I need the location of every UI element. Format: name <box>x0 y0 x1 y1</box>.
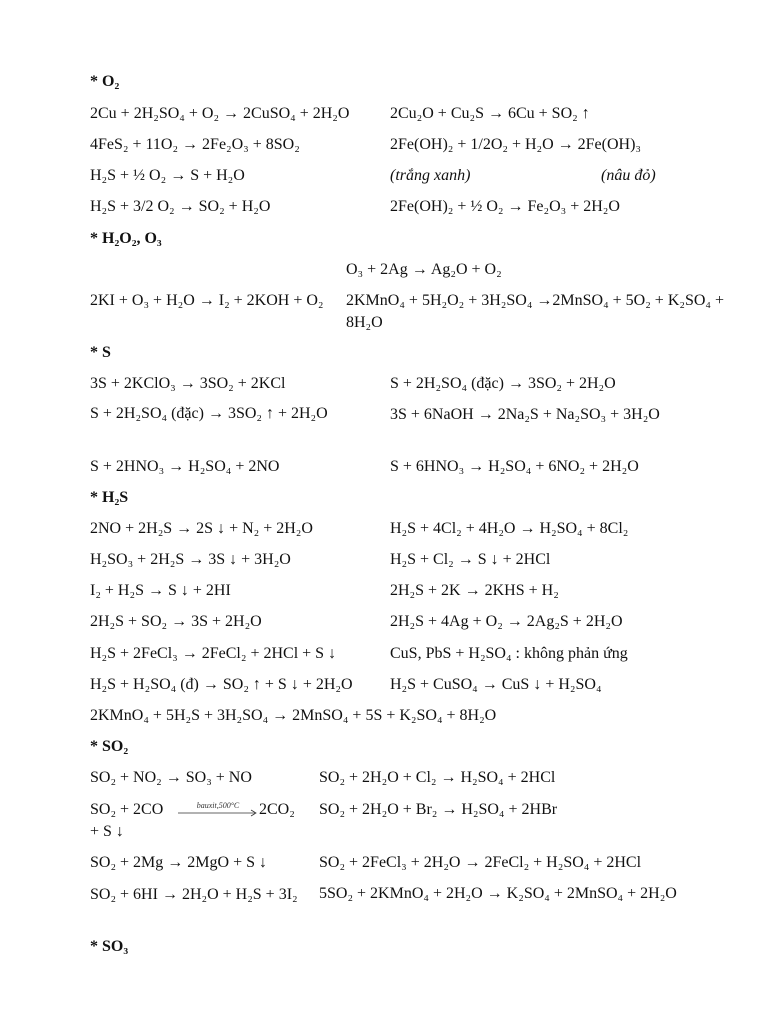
equation: H₂S + 2FeCl₃ → 2FeCl₂ + 2HCl + S ↓ <box>90 645 337 662</box>
equation: 2H₂S + SO₂ → 3S + 2H₂O <box>90 613 262 630</box>
equation: H₂S + Cl₂ → S ↓ + 2HCl <box>390 551 551 568</box>
reaction-arrow-with-condition <box>176 799 260 821</box>
equation-continuation: + S ↓ <box>90 823 124 840</box>
equation: 2KI + O₃ + H₂O → I₂ + 2KOH + O₂ <box>90 292 324 309</box>
equation: 2H₂S + 4Ag + O₂ → 2Ag₂S + 2H₂O <box>390 613 623 630</box>
equation: SO₂ + 2H₂O + Br₂ → H₂SO₄ + 2HBr <box>319 801 558 818</box>
equation: H₂S + ½ O₂ → S + H₂O <box>90 167 245 184</box>
equation: 2KMnO₄ + 5H₂S + 3H₂SO₄ → 2MnSO₄ + 5S + K₂SO₄ + 8H₂O <box>90 707 497 724</box>
equation-reactants: SO₂ + 2CO <box>90 801 164 818</box>
equation: SO₂ + 2Mg → 2MgO + S ↓ <box>90 854 267 871</box>
equation: 5SO₂ + 2KMnO₄ + 2H₂O → K₂SO₄ + 2MnSO₄ + 2H₂O <box>319 885 677 902</box>
color-note-red-brown: (nâu đỏ) <box>601 167 656 184</box>
equation: SO₂ + 2FeCl₃ + 2H₂O → 2FeCl₂ + H₂SO₄ + 2HCl <box>319 854 642 871</box>
equation: I₂ + H₂S → S ↓ + 2HI <box>90 582 231 599</box>
equation: 2KMnO₄ + 5H₂O₂ + 3H₂SO₄ →2MnSO₄ + 5O₂ + K₂SO₄ + 8H₂O <box>346 292 725 331</box>
equation: O₃ + 2Ag → Ag₂O + O₂ <box>346 261 502 278</box>
equation: 2H₂S + 2K → 2KHS + H₂ <box>390 582 559 599</box>
equation: CuS, PbS + H₂SO₄ : không phản ứng <box>390 645 628 662</box>
equation-products: 2CO₂ <box>259 801 295 818</box>
equation: SO₂ + NO₂ → SO₃ + NO <box>90 769 252 786</box>
heading-so3: * SO₃ <box>90 938 129 955</box>
equation: 2Fe(OH)₂ + 1/2O₂ + H₂O → 2Fe(OH)₃ <box>390 136 641 153</box>
equation: 3S + 6NaOH → 2Na₂S + Na₂SO₃ + 3H₂O <box>390 406 660 423</box>
equation: S + 6HNO₃ → H₂SO₄ + 6NO₂ + 2H₂O <box>390 458 639 475</box>
color-note-white-green: (trắng xanh) <box>390 167 471 184</box>
heading-s: * S <box>90 344 111 361</box>
equation: 2Cu₂O + Cu₂S → 6Cu + SO₂ ↑ <box>390 105 590 122</box>
heading-so2: * SO₂ <box>90 738 129 755</box>
equation: 4FeS₂ + 11O₂ → 2Fe₂O₃ + 8SO₂ <box>90 136 300 153</box>
heading-h2o2-o3: * H₂O₂, O₃ <box>90 230 162 247</box>
heading-o2: * O₂ <box>90 73 120 90</box>
equation: SO₂ + 6HI → 2H₂O + H₂S + 3I₂ <box>90 886 298 903</box>
equation: H₂S + H₂SO₄ (đ) → SO₂ ↑ + S ↓ + 2H₂O <box>90 676 353 693</box>
reaction-condition: bauxit,500°C <box>196 801 240 810</box>
equation: S + 2H₂SO₄ (đặc) → 3SO₂ + 2H₂O <box>390 375 616 392</box>
equation: S + 2HNO₃ → H₂SO₄ + 2NO <box>90 458 280 475</box>
equation: S + 2H₂SO₄ (đặc) → 3SO₂ ↑ + 2H₂O <box>90 405 328 422</box>
equation: H₂S + CuSO₄ → CuS ↓ + H₂SO₄ <box>390 676 602 693</box>
equation: 2Cu + 2H₂SO₄ + O₂ → 2CuSO₄ + 2H₂O <box>90 105 350 122</box>
equation: H₂SO₃ + 2H₂S → 3S ↓ + 3H₂O <box>90 551 291 568</box>
equation: 2NO + 2H₂S → 2S ↓ + N₂ + 2H₂O <box>90 520 313 537</box>
equation: 3S + 2KClO₃ → 3SO₂ + 2KCl <box>90 375 286 392</box>
equation: 2Fe(OH)₂ + ½ O₂ → Fe₂O₃ + 2H₂O <box>390 198 620 215</box>
equation: H₂S + 4Cl₂ + 4H₂O → H₂SO₄ + 8Cl₂ <box>390 520 629 537</box>
equation: H₂S + 3/2 O₂ → SO₂ + H₂O <box>90 198 271 215</box>
heading-h2s: * H₂S <box>90 489 129 506</box>
equation: SO₂ + 2H₂O + Cl₂ → H₂SO₄ + 2HCl <box>319 769 556 786</box>
